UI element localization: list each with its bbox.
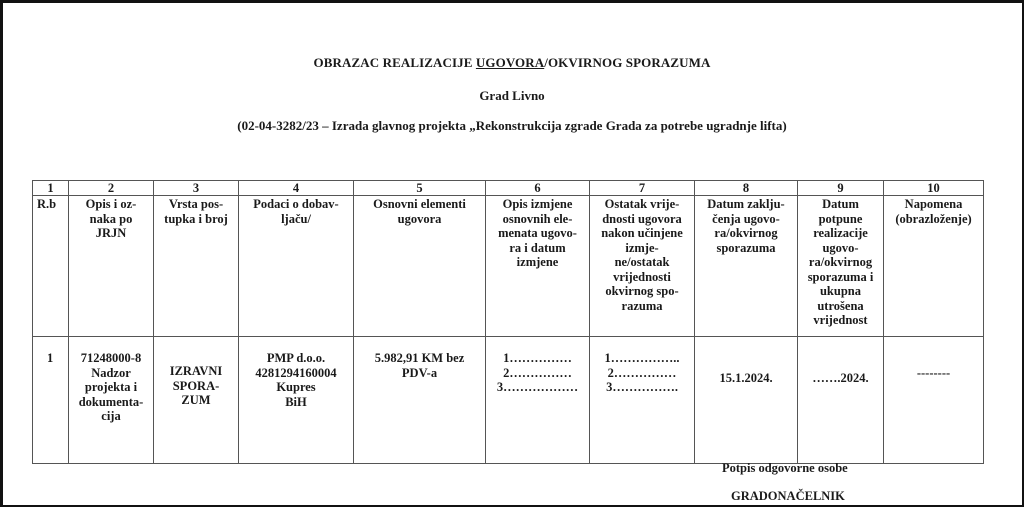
header-line: ra i datum (509, 240, 566, 255)
cell-line: 2…………… (607, 365, 677, 380)
title-underlined: UGOVORA (475, 55, 545, 70)
header-line: ne/ostatak (614, 255, 670, 269)
signature-label: Potpis odgovorne osobe (722, 461, 848, 475)
header-line: ukupna (819, 284, 861, 298)
header-line: nakon učinjene (601, 226, 683, 240)
column-number-row (33, 181, 984, 196)
header-line: R.b (37, 197, 57, 211)
cell-line: 4281294160004 (255, 365, 337, 380)
header-rb (33, 196, 69, 337)
column-number: 5 (354, 181, 486, 196)
header-line: Ostatak vrije- (604, 197, 680, 211)
header-note (884, 196, 984, 337)
cell-line: cija (101, 409, 121, 423)
cell-line: dokumenta- (78, 394, 144, 409)
cell-jrjn (69, 337, 154, 464)
header-line: čenja ugovo- (712, 211, 780, 226)
header-line: menata ugovo- (498, 226, 577, 240)
header-line: Datum (822, 197, 859, 211)
cell-line: projekta i (84, 380, 138, 394)
header-change-description (486, 196, 590, 337)
header-line: potpune (818, 211, 863, 226)
cell-line: PDV-a (401, 365, 438, 380)
cell-line: 5.982,91 KM bez (374, 351, 465, 365)
header-line: tupka i broj (164, 211, 228, 226)
header-line: ljaču/ (281, 211, 311, 226)
cell-completion-date: …….2024. (798, 337, 884, 464)
cell-line: Kupres (276, 380, 316, 394)
header-contract-elements (354, 196, 486, 337)
column-number: 2 (69, 181, 154, 196)
header-line: okvirnog spo- (605, 284, 679, 298)
cell-line: 3……………… (496, 380, 579, 394)
header-line: ra/okvirnog (714, 226, 778, 240)
column-number: 3 (154, 181, 239, 196)
cell-line: ZUM (181, 393, 211, 407)
header-line: razuma (621, 298, 663, 313)
cell-line: SPORA- (172, 378, 220, 393)
cell-rb (33, 337, 69, 464)
header-conclusion-date (695, 196, 798, 337)
header-line: vrijednosti (613, 269, 671, 284)
cell-change-description (486, 337, 590, 464)
header-line: Podaci o dobav- (253, 197, 339, 211)
header-line: sporazuma (716, 240, 776, 255)
header-line: ugovo- (822, 240, 859, 255)
header-remaining-value (590, 196, 695, 337)
header-line: ra/okvirnog (808, 255, 873, 269)
document-title (0, 55, 1024, 71)
header-line: JRJN (95, 226, 127, 240)
header-line: Vrsta pos- (168, 197, 224, 211)
header-line: Opis i oz- (85, 197, 137, 211)
cell-line: BiH (285, 394, 307, 409)
column-number: 4 (239, 181, 354, 196)
cell-supplier (239, 337, 354, 464)
header-supplier (239, 196, 354, 337)
cell-line: PMP d.o.o. (266, 351, 326, 365)
column-number: 6 (486, 181, 590, 196)
header-line: Datum zaklju- (707, 197, 785, 211)
cell-line: 1…………… (503, 351, 572, 365)
header-line: izmjene (516, 255, 559, 269)
header-completion-date (798, 196, 884, 337)
cell-line: 2…………… (503, 365, 572, 380)
table-row (33, 337, 984, 464)
cell-line: Nadzor (91, 365, 131, 380)
cell-note: -------- (884, 337, 984, 464)
project-reference: (02-04-3282/23 – Izrada glavnog projekta „Rekonstrukcija zgrade Grada za potrebe ugradnje lifta) (237, 118, 787, 133)
header-procedure (154, 196, 239, 337)
row-number: 1 (47, 351, 54, 365)
column-number: 8 (695, 181, 798, 196)
cell-line: 1…………….. (604, 351, 680, 365)
header-line: Osnovni elementi (373, 197, 466, 211)
cell-line: 3……………. (606, 380, 678, 394)
header-line: (obrazloženje) (895, 211, 972, 226)
title-part-1: OBRAZAC REALIZACIJE (313, 55, 476, 70)
header-line: Opis izmjene (502, 197, 573, 211)
header-line: vrijednost (813, 313, 868, 327)
column-number: 1 (33, 181, 69, 196)
document-subtitle: Grad Livno (479, 88, 545, 103)
contract-realization-table (32, 180, 984, 464)
cell-remaining-value (590, 337, 695, 464)
header-line: realizacije (813, 226, 868, 240)
header-jrjn (69, 196, 154, 337)
header-line: ugovora (397, 211, 442, 226)
header-line: utrošena (817, 298, 864, 313)
header-line: sporazuma i (807, 269, 874, 284)
header-line: izmje- (625, 240, 659, 255)
header-line: naka po (89, 211, 133, 226)
title-part-2: /OKVIRNOG SPORAZUMA (544, 55, 711, 70)
column-number: 10 (884, 181, 984, 196)
header-line: osnovnih ele- (502, 211, 573, 226)
header-row (33, 196, 984, 337)
cell-procedure (154, 337, 239, 464)
header-line: Napomena (904, 197, 963, 211)
cell-conclusion-date: 15.1.2024. (695, 337, 798, 464)
cell-line: IZRAVNI (169, 364, 223, 378)
cell-line: 71248000-8 (80, 351, 142, 365)
cell-contract-elements (354, 337, 486, 464)
column-number: 7 (590, 181, 695, 196)
header-line: dnosti ugovora (602, 211, 682, 226)
signature-role: GRADONAČELNIK (731, 489, 845, 503)
column-number: 9 (798, 181, 884, 196)
